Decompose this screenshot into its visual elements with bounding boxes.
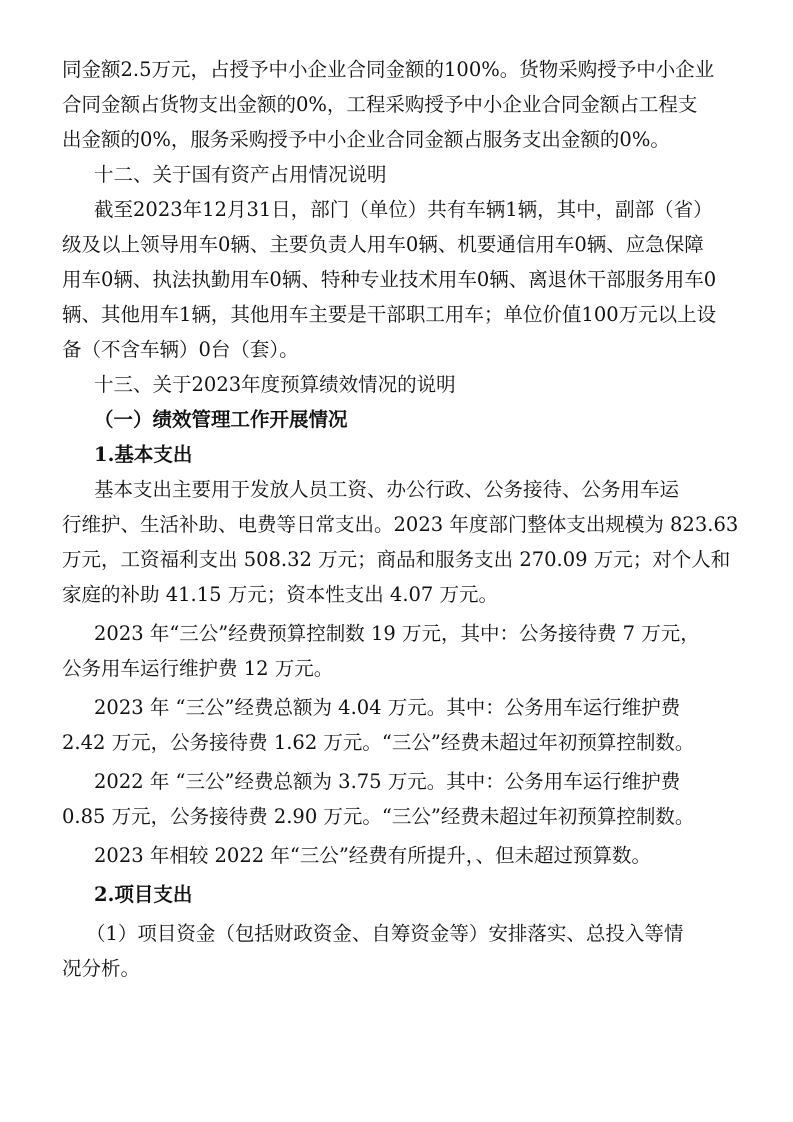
paragraph-three-expense-2022 — [62, 764, 741, 834]
item-heading-basic — [82, 437, 741, 472]
text-line: 合同金额占货物支出金额的0%，工程采购授予中小企业合同金额占工程支 — [62, 93, 698, 116]
paragraph-three-expense-budget — [62, 616, 741, 686]
text-line: 行维护、生活补助、电费等日常支出。2023 年度部门整体支出规模为 823.63 — [62, 513, 739, 536]
paragraph-assets — [62, 192, 741, 367]
text-line: 况分析。 — [62, 957, 141, 980]
text-line: 基本支出主要用于发放人员工资、办公行政、公务接待、公务用车运 — [94, 478, 680, 501]
heading-text: 十三、关于2023年度预算绩效情况的说明 — [94, 373, 456, 396]
paragraph-contract-ratios — [62, 52, 741, 157]
paragraph-three-expense-2023 — [62, 690, 741, 760]
text-line: 2022 年 “三公”经费总额为 3.75 万元。其中：公务用车运行维护费 — [94, 770, 681, 793]
heading-text: 2.项目支出 — [94, 883, 193, 906]
text-line: 家庭的补助 41.15 万元；资本性支出 4.07 万元。 — [62, 583, 499, 606]
text-line: 0.85 万元，公务接待费 2.90 万元。“三公”经费未超过年初预算控制数。 — [62, 805, 695, 828]
section-heading-12 — [82, 157, 741, 192]
text-line: 出金额的0%，服务采购授予中小企业合同金额占服务支出金额的0%。 — [62, 128, 670, 151]
text-line: 2023 年相较 2022 年“三公”经费有所提升，、但未超过预算数。 — [94, 844, 652, 867]
text-line: 公务用车运行维护费 12 万元。 — [62, 657, 334, 680]
section-heading-13 — [82, 367, 741, 402]
text-line: 2023 年“三公”经费预算控制数 19 万元，其中：公务接待费 7 万元， — [94, 622, 700, 645]
text-line: 用车0辆、执法执勤用车0辆、特种专业技术用车0辆、离退休干部服务用车0 — [62, 268, 717, 291]
text-line: 截至2023年12月31日，部门（单位）共有车辆1辆，其中，副部（省） — [94, 198, 713, 221]
paragraph-basic-expense — [62, 472, 741, 612]
text-line: 级及以上领导用车0辆、主要负责人用车0辆、机要通信用车0辆、应急保障 — [62, 233, 704, 256]
heading-text: 十二、关于国有资产占用情况说明 — [94, 163, 387, 186]
text-line: 辆、其他用车1辆，其他用车主要是干部职工用车；单位价值100万元以上设 — [62, 303, 717, 326]
paragraph-three-expense-compare — [82, 838, 741, 873]
heading-text: 1.基本支出 — [94, 443, 193, 466]
paragraph-project-funding — [62, 916, 741, 986]
item-heading-project — [82, 877, 741, 912]
text-line: 2023 年 “三公”经费总额为 4.04 万元。其中：公务用车运行维护费 — [94, 696, 681, 719]
text-line: 同金额2.5万元，占授予中小企业合同金额的100%。货物采购授予中小企业 — [62, 58, 715, 81]
text-line: 万元，工资福利支出 508.32 万元；商品和服务支出 270.09 万元；对个人和 — [62, 548, 731, 571]
text-line: 备（不含车辆）0台（套）。 — [62, 338, 299, 361]
text-line: 2.42 万元，公务接待费 1.62 万元。“三公”经费未超过年初预算控制数。 — [62, 731, 695, 754]
heading-text: （一）绩效管理工作开展情况 — [94, 408, 348, 431]
text-line: （1）项目资金（包括财政资金、自筹资金等）安排落实、总投入等情 — [86, 922, 684, 945]
subsection-heading-1 — [82, 402, 741, 437]
